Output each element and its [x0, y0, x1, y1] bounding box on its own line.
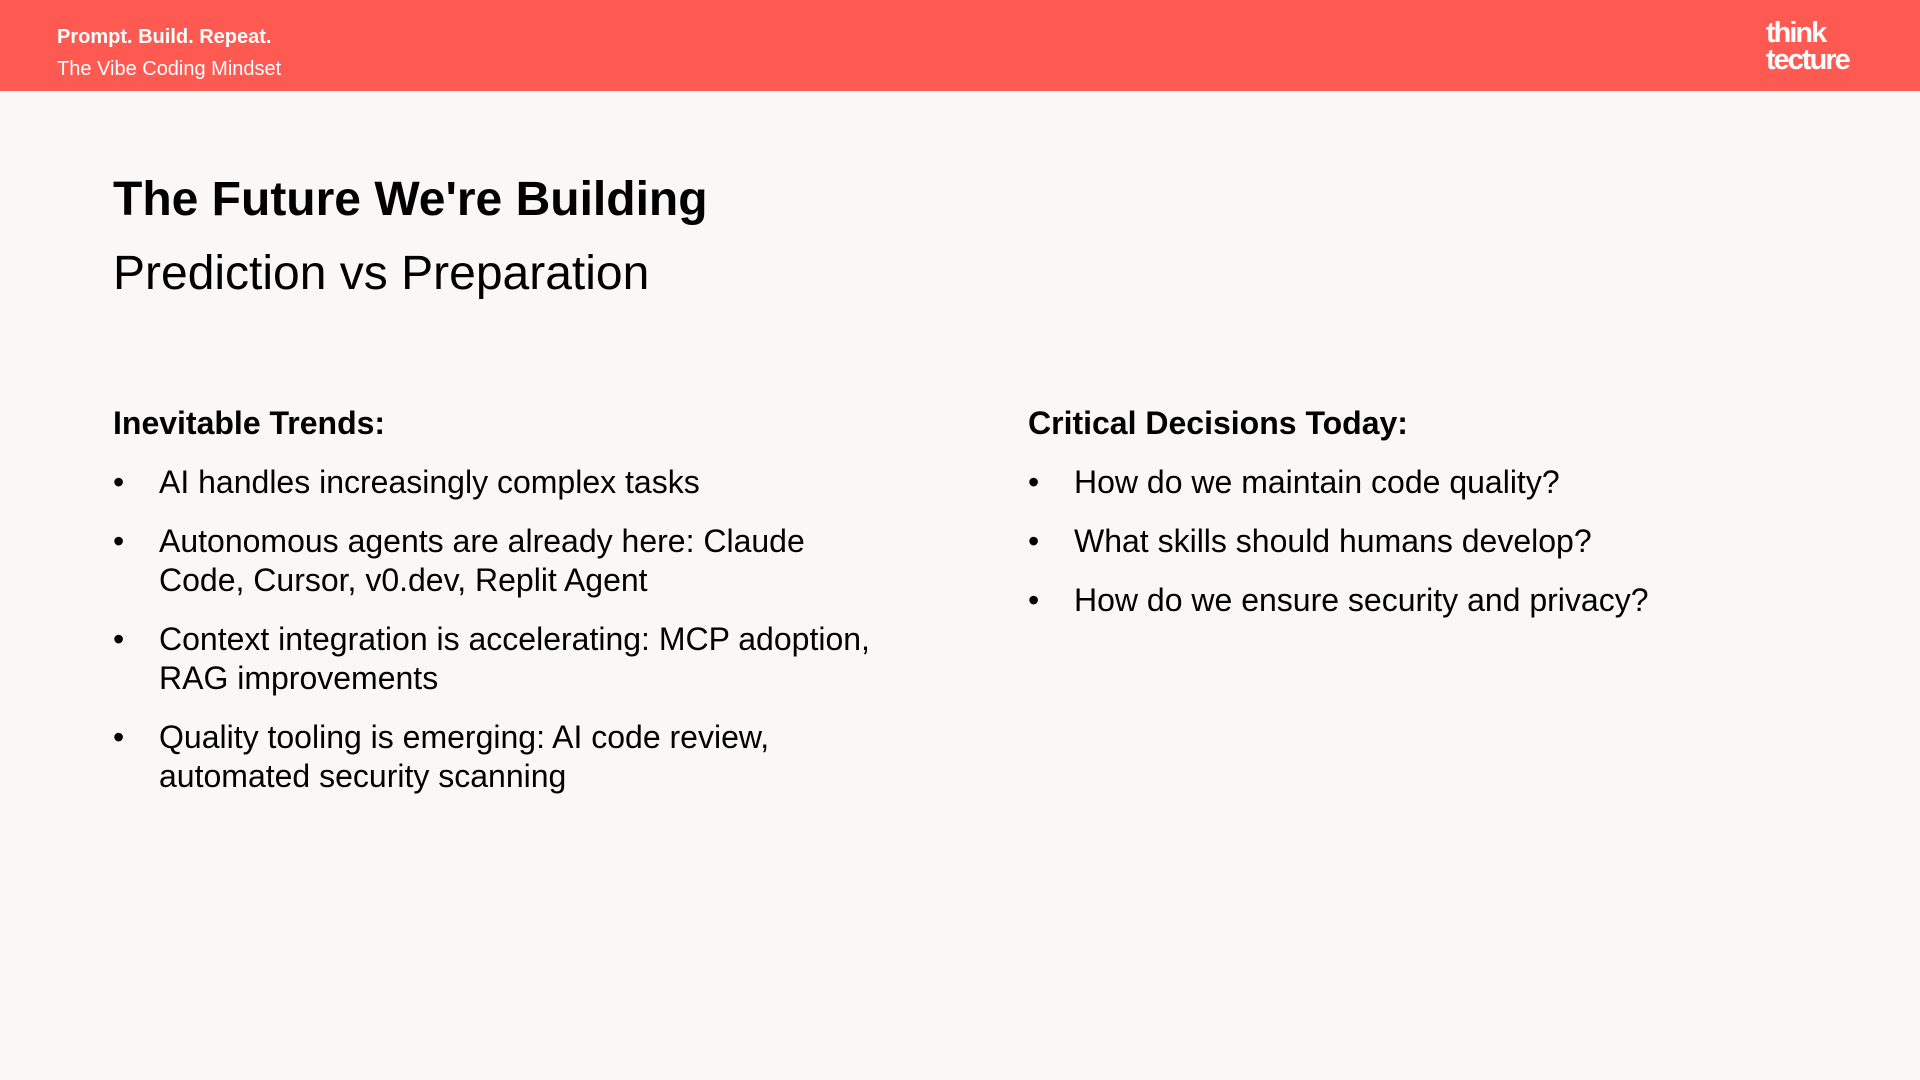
list-item — [113, 718, 873, 796]
list-item-text: How do we ensure security and privacy? — [1074, 582, 1649, 618]
bullet-icon: • — [113, 464, 125, 500]
inevitable-trends-column — [113, 401, 873, 816]
series-title: Prompt. Build. Repeat. — [57, 26, 272, 48]
list-item-text: Autonomous agents are already here: Claude Code, Cursor, v0.dev, Replit Agent — [159, 523, 805, 598]
inevitable-trends-list — [113, 463, 873, 796]
bullet-icon: • — [113, 621, 125, 657]
series-subtitle: The Vibe Coding Mindset — [57, 58, 282, 80]
list-item-text: AI handles increasingly complex tasks — [159, 464, 700, 500]
inevitable-trends-heading: Inevitable Trends: — [113, 405, 386, 441]
list-item — [113, 463, 873, 502]
list-item-text: Context integration is accelerating: MCP adoption, RAG improvements — [159, 621, 870, 696]
list-item — [113, 522, 873, 600]
list-item — [1028, 581, 1828, 620]
bullet-icon: • — [1028, 464, 1040, 500]
logo-line-1: think — [1766, 17, 1826, 49]
critical-decisions-heading: Critical Decisions Today: — [1028, 405, 1408, 441]
bullet-icon: • — [113, 523, 125, 559]
list-item — [1028, 463, 1828, 502]
critical-decisions-list — [1028, 463, 1828, 620]
list-item-text: How do we maintain code quality? — [1074, 464, 1560, 500]
logo-line-2: tecture — [1766, 44, 1849, 76]
critical-decisions-column — [1028, 401, 1828, 640]
bullet-icon: • — [1028, 582, 1040, 618]
list-item — [113, 620, 873, 698]
list-item — [1028, 522, 1828, 561]
list-item-text: Quality tooling is emerging: AI code review, automated security scanning — [159, 719, 770, 794]
thinktecture-logo — [1766, 17, 1856, 78]
list-item-text: What skills should humans develop? — [1074, 523, 1592, 559]
slide-subtitle: Prediction vs Preparation — [113, 247, 650, 300]
header-bar — [0, 0, 1920, 91]
slide-title: The Future We're Building — [113, 173, 708, 226]
bullet-icon: • — [1028, 523, 1040, 559]
bullet-icon: • — [113, 719, 125, 755]
